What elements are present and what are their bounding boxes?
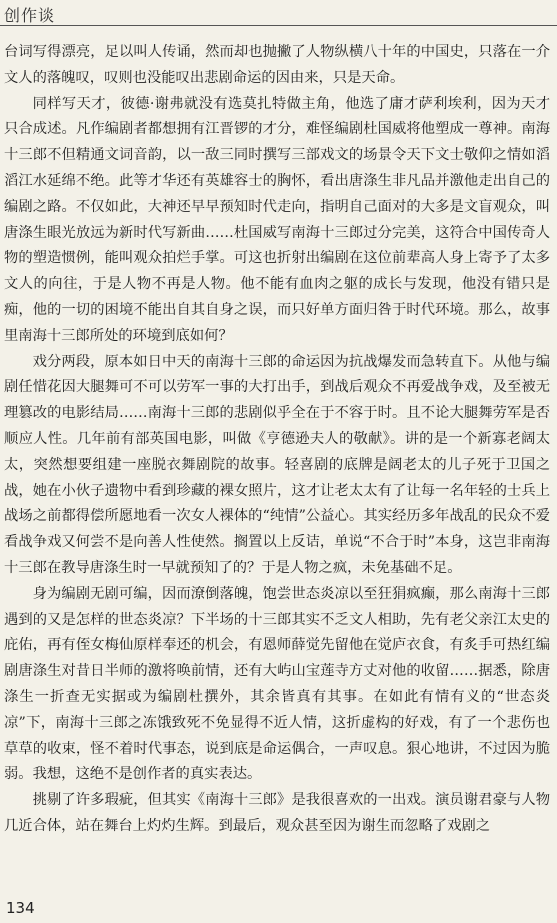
paragraph-continued: 台词写得漂亮，足以叫人传诵，然而却也抛撇了人物纵横八十年的中国史，只落在一介文人的落魄叹，叹则也没能叹出悲剧命运的因由来，只是天命。 [4, 44, 550, 86]
page-header [0, 0, 557, 32]
running-header-title: 创作谈 [4, 6, 56, 25]
paragraph: 戏分两段，原本如日中天的南海十三郎的命运因为抗战爆发而急转直下。从他与编剧任惜花因大腿舞可不可以劳军一事的大打出手，到战后观众不再爱战争戏，及至被无理篡改的电影结局……南海十三郎的悲剧似乎全在于不容于时。且不论大腿舞劳军是否顺应人性。几年前有部英国电影，叫做《亨德逊夫人的敬献》。讲的是一个新寡老阔太太，突然想要组建一座脱衣舞剧院的故事。轻喜剧的底牌是阔老太的儿子死于卫国之战，她在小伙子遗物中看到珍藏的裸女照片，这才让老太太有了让每一名年轻的士兵上战场之前都得偿所愿地看一次女人裸体的“纯情”公益心。其实经历多年战乱的民众不爱看战争戏又何尝不是向善人性使然。搁置以上反诘，单说“不合于时”本身，这岂非南海十三郎在教导唐涤生时一早就预知了的？于是人物之疯，未免基础不足。 [4, 353, 550, 576]
paragraph: 身为编剧无剧可编，因而潦倒落魄，饱尝世态炎凉以至狂狷疯癫，那么南海十三郎遇到的又是怎样的世态炎凉？下半场的十三郎其实不乏文人相助，先有老父亲江太史的庇佑，再有侄女梅仙原样奉还的机会，有恩师薛觉先留他在觉庐衣食，有炙手可热红编剧唐涤生对昔日半师的激将唤前情，还有大屿山宝莲寺方丈对他的收留……据悉，除唐涤生一折查无实据或为编剧杜撰外，其余皆真有其事。在如此有情有义的“世态炎凉”下，南海十三郎之冻饿致死不免显得不近人情，这折虚构的好戏，有了一个悲伤也草草的收束，怪不着时代事态，说到底是命运偶合，一声叹息。狠心地讲，不过因为脆弱。我想，这绝不是创作者的真实表达。 [4, 585, 550, 783]
header-divider [0, 25, 557, 26]
page-number: 134 [6, 899, 35, 917]
paragraph: 挑剔了许多瑕疵，但其实《南海十三郎》是我很喜欢的一出戏。演员谢君豪与人物几近合体，站在舞台上灼灼生辉。到最后，观众甚至因为谢生而忽略了戏剧之 [4, 792, 550, 834]
body-text [4, 40, 550, 840]
paragraph: 同样写天才，彼德·谢弗就没有选莫扎特做主角，他选了庸才萨利埃利，因为天才只合成述。凡作编剧者都想拥有江晋锣的才分，难怪编剧杜国威将他塑成一尊神。南海十三郎不但精通文词音韵，以一敌三同时撰写三部戏文的场景令天下文士敬仰之情如滔滔江水延绵不绝。此等才华还有英雄容士的胸怀，看出唐涤生非凡品并激他走出自己的编剧之路。不仅如此，大神还早早预知时代走向，指明自己面对的大多是文盲观众，叫唐涤生眼光放远为新时代写新曲……杜国威写南海十三郎过分完美，这符合中国传奇人物的塑造惯例，能叫观众拍烂手掌。可这也折射出编剧在这位前辈高人身上寄予了太多文人的向往，于是人物不再是人物。他不能有血肉之躯的成长与发现，他没有错只是痴，他的一切的困境不能出自其自身之误，而只好单方面归咎于时代环境。那么，故事里南海十三郎所处的环境到底如何？ [4, 95, 550, 344]
